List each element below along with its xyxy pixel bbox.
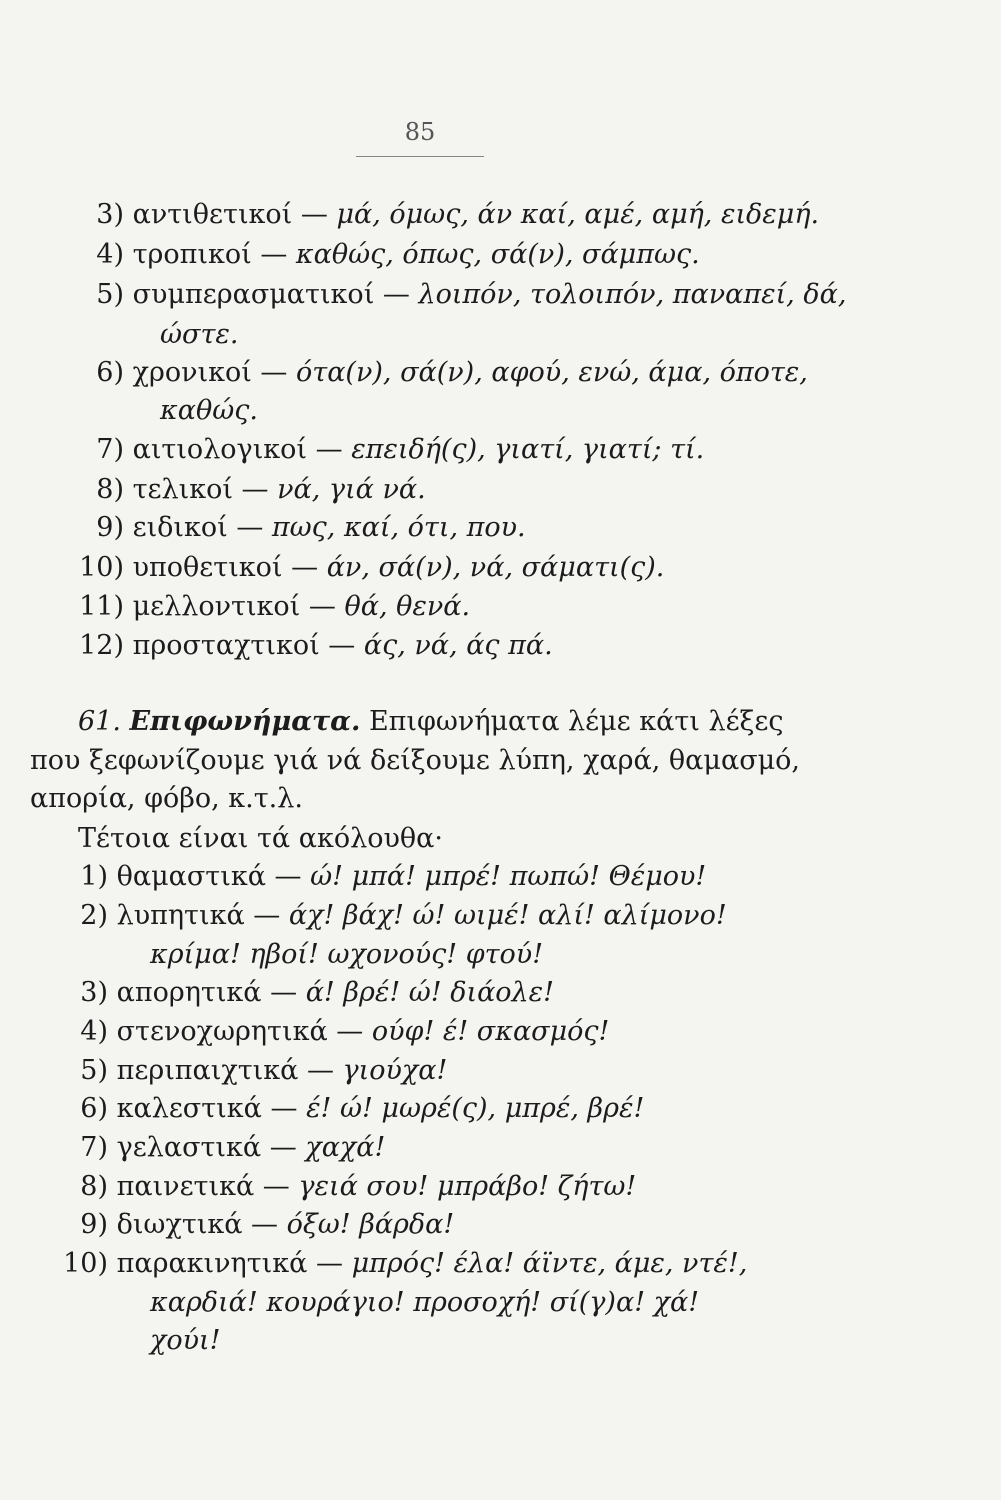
list-item: 10) υποθετικοί — άν, σά(ν), νά, σάματι(ς).	[79, 552, 665, 583]
paragraph-line: που ξεφωνίζουμε γιά νά δείξουμε λύπη, χαρά, θαμασμό,	[30, 745, 801, 776]
header-rule	[356, 156, 484, 157]
paragraph-line: Τέτοια είναι τά ακόλουθα·	[78, 823, 443, 854]
list-item: 8) παινετικά — γειά σου! μπράβο! ζήτω!	[80, 1171, 637, 1202]
list-item: 9) ειδικοί — πως, καί, ότι, που.	[96, 512, 526, 543]
list-item: 5) συμπερασματικοί — λοιπόν, τολοιπόν, παναπεί, δά,	[96, 279, 847, 310]
list-item: 3) αντιθετικοί — μά, όμως, άν καί, αμέ, αμή, ειδεμή.	[96, 199, 820, 230]
section-intro: Επιφωνήματα λέμε κάτι λέξες	[368, 706, 784, 737]
list-item: 8) τελικοί — νά, γιά νά.	[96, 474, 426, 505]
list-item-continuation: καθώς.	[160, 395, 258, 426]
list-item-continuation: καρδιά! κουράγιο! προσοχή! σί(γ)α! χά!	[150, 1287, 700, 1318]
section-title: Επιφωνήματα.	[129, 706, 361, 737]
section-number: 61.	[78, 706, 121, 737]
list-item-continuation: κρίμα! ηβοί! ωχονούς! φτού!	[150, 939, 544, 970]
list-item: 4) στενοχωρητικά — ούφ! έ! σκασμός!	[80, 1016, 610, 1047]
list-item: 4) τροπικοί — καθώς, όπως, σά(ν), σάμπως.	[96, 239, 700, 270]
list-item: 5) περιπαιχτικά — γιούχα!	[80, 1055, 448, 1086]
list-item: 7) γελαστικά — χαχά!	[80, 1132, 386, 1163]
list-item: 9) διωχτικά — όξω! βάρδα!	[80, 1209, 455, 1240]
page-number: 85	[404, 118, 436, 146]
list-item: 11) μελλοντικοί — θά, θενά.	[79, 591, 471, 622]
list-item: 10) παρακινητικά — μπρός! έλα! άϊντε, άμε, ντέ!,	[63, 1248, 748, 1279]
list-item: 3) απορητικά — ά! βρέ! ώ! διάολε!	[80, 977, 555, 1008]
paragraph-line: απορία, φόβο, κ.τ.λ.	[30, 783, 303, 814]
list-item-continuation: χούι!	[150, 1325, 221, 1356]
list-item: 2) λυπητικά — άχ! βάχ! ώ! ωιμέ! αλί! αλίμονο!	[80, 900, 727, 931]
list-item: 1) θαμαστικά — ώ! μπά! μπρέ! πωπώ! Θέμου!	[80, 861, 707, 892]
list-item-continuation: ώστε.	[160, 319, 239, 350]
section-heading	[78, 704, 784, 740]
list-item: 6) καλεστικά — έ! ώ! μωρέ(ς), μπρέ, βρέ!	[80, 1093, 645, 1124]
list-item: 12) προσταχτικοί — άς, νά, άς πά.	[79, 630, 553, 661]
list-item: 6) χρονικοί — ότα(ν), σά(ν), αφού, ενώ, άμα, όποτε,	[96, 357, 808, 388]
list-item: 7) αιτιολογικοί — επειδή(ς), γιατί, γιατί; τί.	[96, 434, 705, 465]
